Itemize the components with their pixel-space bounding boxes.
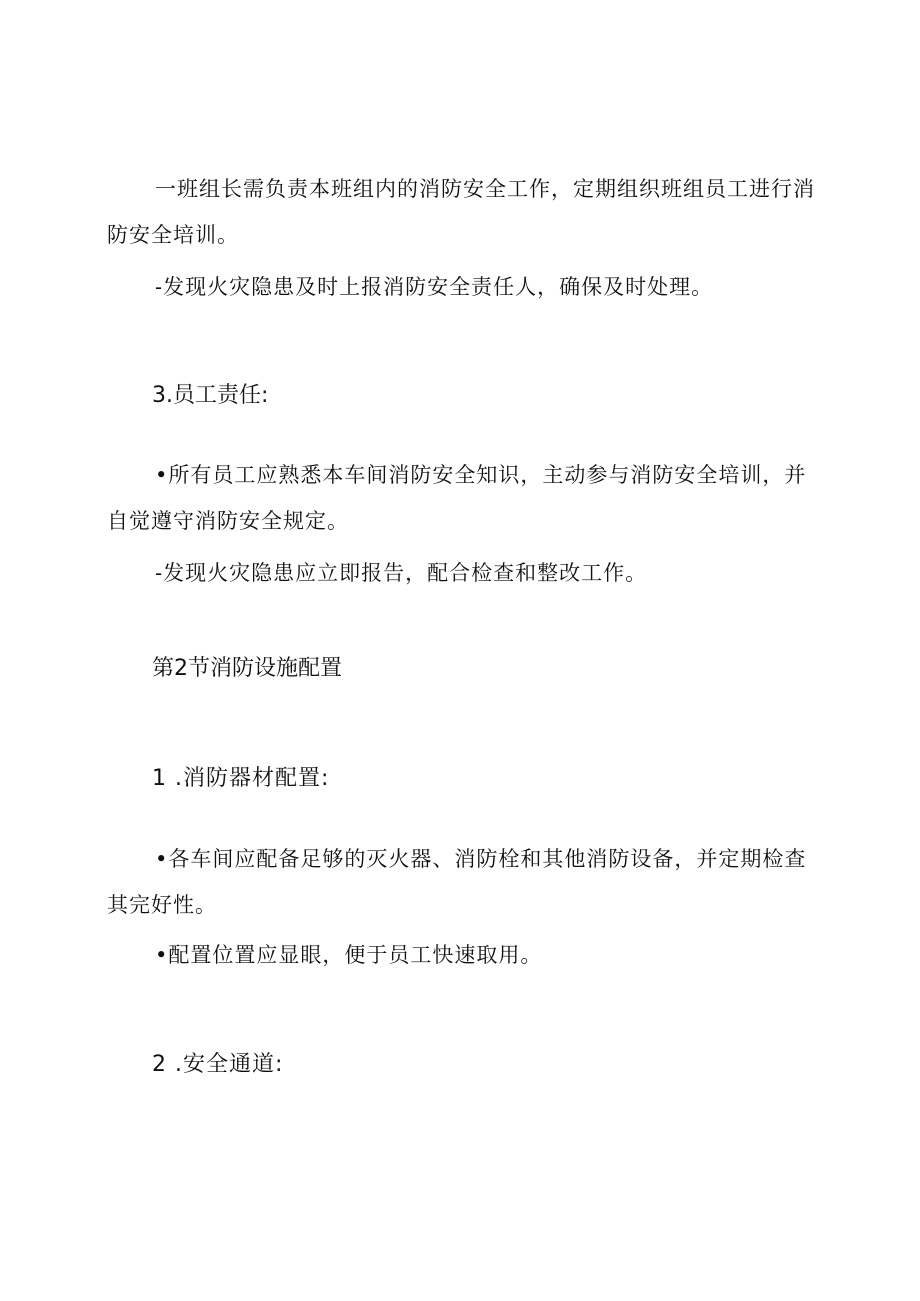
paragraph-team-leader-duty: 一班组长需负责本班组内的消防安全工作，定期组织班组员工进行消防安全培训。 (107, 177, 815, 247)
paragraph-report-hazard-leader: -发现火灾隐患及时上报消防安全责任人，确保及时处理。 (155, 275, 714, 299)
heading-section-2-facilities: 第2节消防设施配置 (152, 656, 342, 681)
paragraph-equipment-provision: •各车间应配备足够的灭火器、消防栓和其他消防设备，并定期检查其完好性。 (107, 847, 807, 917)
paragraph-employee-knowledge: •所有员工应熟悉本车间消防安全知识，主动参与消防安全培训，并自觉遵守消防安全规定。 (107, 463, 807, 533)
heading-fire-equipment: 1 .消防器材配置: (152, 766, 330, 791)
heading-employee-responsibility: 3.员工责任: (152, 383, 269, 408)
paragraph-equipment-location: •配置位置应显眼，便于员工快速取用。 (155, 943, 543, 967)
heading-safety-passage: 2 .安全通道: (152, 1052, 284, 1077)
paragraph-report-hazard-employee: -发现火灾隐患应立即报告，配合检查和整改工作。 (155, 561, 648, 585)
